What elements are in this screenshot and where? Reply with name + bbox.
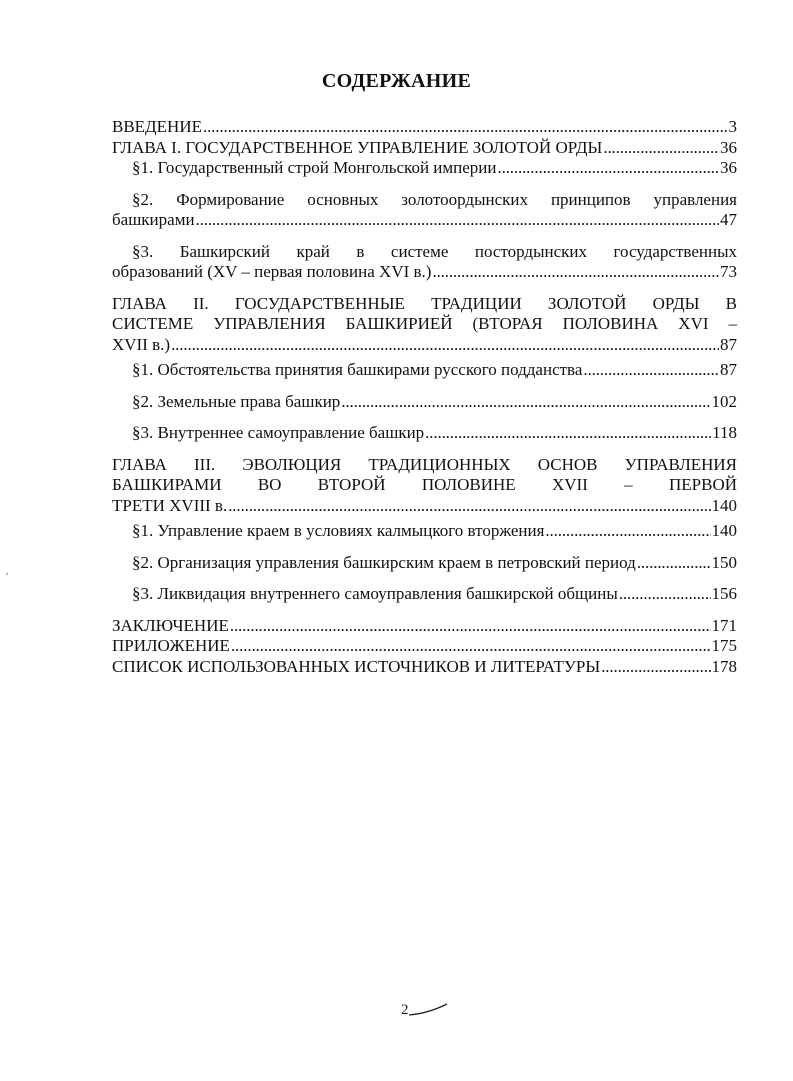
toc-entry-chapter-1 <box>112 138 737 159</box>
toc-page-number: 118 <box>712 423 737 442</box>
toc-page-number: 73 <box>720 262 737 281</box>
toc-page-number: 171 <box>711 615 737 635</box>
dot-leader <box>619 584 711 605</box>
toc-entry-text: ПРИЛОЖЕНИЕ <box>112 636 230 655</box>
toc-entry-text: §1. Управление краем в условиях калмыцкого вторжения <box>132 521 545 540</box>
dot-leader <box>341 392 710 413</box>
toc-page-number: 102 <box>711 391 737 411</box>
toc-entry-conclusion <box>112 616 737 637</box>
toc-entry-line: ГЛАВА III. ЭВОЛЮЦИЯ ТРАДИЦИОННЫХ ОСНОВ УПРАВЛЕНИЯ <box>112 454 737 474</box>
toc-entry-ch3-section-1 <box>112 521 737 542</box>
dot-leader <box>545 521 710 542</box>
toc-entry-intro <box>112 117 737 138</box>
toc-entry-text: XVII в.) <box>112 334 171 354</box>
signature-stroke <box>409 1004 447 1015</box>
toc-page-number: 47 <box>720 210 737 229</box>
toc-page-number: 36 <box>720 158 737 177</box>
toc-page-number: 3 <box>728 117 737 136</box>
toc-entry-ch2-section-1 <box>112 360 737 381</box>
dot-leader <box>432 262 719 283</box>
toc-entry-text: образований (XV – первая половина XVI в.) <box>112 262 432 281</box>
toc-entry-text: §3. Внутреннее самоуправление башкир <box>132 423 425 442</box>
handwritten-page-mark <box>395 998 455 1020</box>
dot-leader <box>425 423 711 444</box>
toc-page-number: 150 <box>711 552 737 572</box>
toc-page-number: 156 <box>711 584 737 603</box>
toc-entry-text: ВВЕДЕНИЕ <box>112 117 202 136</box>
dot-leader <box>603 138 719 159</box>
toc-entry-ch3-section-2 <box>112 553 737 574</box>
dot-leader <box>497 158 719 179</box>
toc-entry-ch2-section-2 <box>112 392 737 413</box>
toc-entry-line: ГЛАВА II. ГОСУДАРСТВЕННЫЕ ТРАДИЦИИ ЗОЛОТОЙ ОРДЫ В <box>112 293 737 313</box>
dot-leader <box>583 360 719 381</box>
toc-entry-appendix <box>112 636 737 657</box>
dot-leader <box>203 117 728 138</box>
toc-entry-text: СПИСОК ИСПОЛЬЗОВАННЫХ ИСТОЧНИКОВ И ЛИТЕРАТУРЫ <box>112 656 601 676</box>
toc-page-number: 178 <box>711 656 737 676</box>
toc-entry-line: §3. Башкирский край в системе постордынских государственных <box>132 241 737 261</box>
dot-leader <box>231 636 711 657</box>
toc-entry-ch2-section-3 <box>112 423 737 444</box>
toc-page-number: 140 <box>711 521 737 540</box>
toc-entry-ch1-section-3 <box>112 242 737 283</box>
toc-entry-text: §2. Организация управления башкирским краем в петровский период <box>132 552 636 572</box>
toc-entry-ch3-section-3 <box>112 584 737 605</box>
toc-entry-text: ГЛАВА I. ГОСУДАРСТВЕННОЕ УПРАВЛЕНИЕ ЗОЛОТОЙ ОРДЫ <box>112 137 603 157</box>
toc-entry-text: ТРЕТИ XVIII в. <box>112 495 228 515</box>
scan-speck: , <box>6 566 9 576</box>
dot-leader <box>637 553 711 574</box>
dot-leader <box>196 210 719 231</box>
dot-leader <box>601 657 710 678</box>
toc-entry-ch1-section-1 <box>112 158 737 179</box>
toc-page-number: 140 <box>711 495 737 515</box>
toc-page-number: 175 <box>711 636 737 655</box>
toc-entry-text: ЗАКЛЮЧЕНИЕ <box>112 615 229 635</box>
dot-leader <box>228 496 710 517</box>
dot-leader <box>230 616 711 637</box>
toc-entry-chapter-3 <box>112 455 737 517</box>
toc-page-number: 36 <box>720 137 737 157</box>
toc-entry-line: СИСТЕМЕ УПРАВЛЕНИЯ БАШКИРИЕЙ (ВТОРАЯ ПОЛОВИНА XVI – <box>112 314 737 333</box>
toc-entry-text: башкирами <box>112 210 195 229</box>
toc-entry-line: БАШКИРАМИ ВО ВТОРОЙ ПОЛОВИНЕ XVII – ПЕРВОЙ <box>112 475 737 494</box>
toc-entry-sources <box>112 657 737 678</box>
toc-entry-line: §2. Формирование основных золотоордынских принципов управления <box>132 189 737 209</box>
toc-entry-ch1-section-2 <box>112 190 737 231</box>
page-title: СОДЕРЖАНИЕ <box>321 70 472 92</box>
signature-glyph: 2 <box>401 1002 409 1018</box>
toc-entry-text: §1. Государственный строй Монгольской империи <box>132 158 497 177</box>
toc-entry-text: §2. Земельные права башкир <box>132 391 341 411</box>
toc-entry-text: §3. Ликвидация внутреннего самоуправления башкирской общины <box>132 584 618 603</box>
toc-page-number: 87 <box>720 334 737 354</box>
table-of-contents <box>112 117 737 677</box>
toc-entry-text: §1. Обстоятельства принятия башкирами русского подданства <box>132 360 583 379</box>
toc-entry-chapter-2 <box>112 294 737 356</box>
toc-page-number: 87 <box>720 360 737 379</box>
dot-leader <box>171 335 719 356</box>
